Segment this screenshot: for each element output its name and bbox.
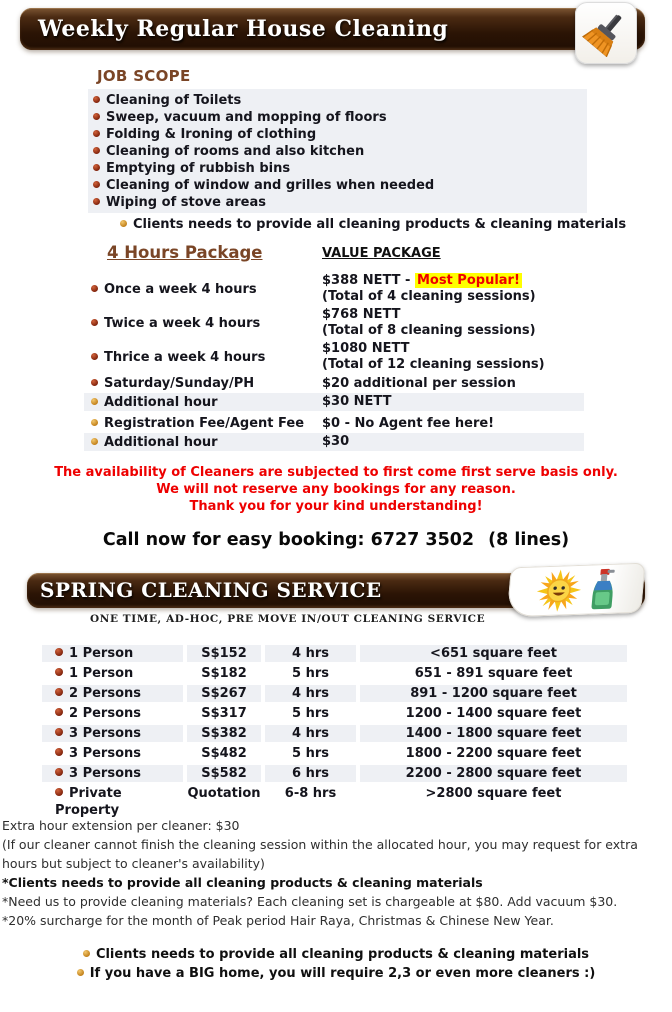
bullet-icon bbox=[55, 668, 63, 676]
spring-cell-persons bbox=[42, 725, 183, 742]
package-heading: 4 Hours Package bbox=[107, 243, 263, 262]
job-scope-item-text: Cleaning of rooms and also kitchen bbox=[106, 144, 365, 159]
spring-persons-text: 3 Persons bbox=[69, 766, 141, 781]
package-row bbox=[84, 340, 584, 374]
job-scope-item-text: Folding & Ironing of clothing bbox=[106, 127, 317, 142]
spring-subtitle: ONE TIME, AD-HOC, PRE MOVE IN/OUT CLEANING SERVICE bbox=[90, 613, 486, 625]
package-price-text bbox=[322, 376, 584, 392]
package-row-label bbox=[84, 282, 322, 297]
bullet-icon bbox=[55, 748, 63, 756]
footer-note-line: *Need us to provide cleaning materials? Each cleaning set is chargeable at $80. Add vacuum $30. bbox=[2, 894, 618, 909]
package-row bbox=[84, 374, 584, 393]
bullet-icon bbox=[91, 353, 98, 360]
weekly-header-title: Weekly Regular House Cleaning bbox=[38, 16, 449, 42]
job-scope-item-text: Cleaning of window and grilles when needed bbox=[106, 178, 435, 193]
spring-price-table bbox=[42, 645, 627, 818]
call-to-action bbox=[0, 530, 672, 550]
job-scope-item-text: Sweep, vacuum and mopping of floors bbox=[106, 110, 387, 125]
footer-notes bbox=[2, 816, 668, 930]
warning-line: The availability of Cleaners are subjected to first come first serve basis only. bbox=[54, 465, 618, 480]
spring-persons-text: 2 Persons bbox=[69, 686, 141, 701]
bottom-note-text: If you have a BIG home, you will require 2,3 or even more cleaners :) bbox=[89, 966, 596, 981]
package-table bbox=[84, 272, 584, 451]
call-phone-text: Call now for easy booking: 6727 3502 bbox=[102, 530, 475, 550]
package-row-label-text: Registration Fee/Agent Fee bbox=[104, 416, 305, 431]
package-row-label bbox=[84, 376, 322, 391]
spring-cell-price: S$482 bbox=[201, 746, 247, 761]
package-price-text bbox=[322, 341, 584, 357]
bullet-icon bbox=[93, 198, 100, 205]
most-popular-badge: Most Popular! bbox=[416, 273, 520, 288]
job-scope-item bbox=[88, 177, 587, 194]
package-row-label-text: Additional hour bbox=[104, 394, 218, 410]
job-scope-item-text: Emptying of rubbish bins bbox=[106, 161, 291, 176]
spring-table-row bbox=[42, 725, 627, 742]
spring-cell-area: 1200 - 1400 square feet bbox=[405, 706, 582, 721]
spring-cell-price: S$382 bbox=[187, 725, 261, 742]
spring-cell-price: Quotation bbox=[187, 786, 261, 801]
spring-cell-hours: 4 hrs bbox=[265, 645, 356, 662]
spring-persons-text: Private Property bbox=[55, 786, 122, 818]
bullet-icon bbox=[55, 648, 63, 656]
spring-cell-price: S$317 bbox=[201, 706, 247, 721]
spring-persons-text: 1 Person bbox=[69, 646, 134, 661]
broom-icon-graphic bbox=[582, 9, 630, 57]
job-scope-item bbox=[88, 92, 587, 109]
weekly-header-bar bbox=[20, 8, 645, 50]
spring-header-section bbox=[0, 573, 672, 608]
package-row-value bbox=[322, 394, 584, 410]
bullet-icon bbox=[55, 708, 63, 716]
spring-table-row bbox=[42, 665, 627, 682]
package-price-text bbox=[322, 416, 584, 432]
spring-cell-persons bbox=[42, 785, 183, 819]
bullet-icon bbox=[91, 285, 98, 292]
package-row-label bbox=[84, 416, 322, 431]
package-row-label-text: Twice a week 4 hours bbox=[104, 315, 261, 331]
job-scope-item bbox=[88, 126, 587, 143]
bullet-icon bbox=[93, 147, 100, 154]
broom-icon bbox=[575, 2, 637, 64]
bullet-icon bbox=[93, 96, 100, 103]
spring-table-row bbox=[42, 645, 627, 662]
package-price-text bbox=[322, 434, 584, 450]
weekly-header-section bbox=[0, 8, 672, 50]
job-scope-item bbox=[88, 143, 587, 160]
spring-cell-price: S$182 bbox=[201, 666, 247, 681]
bullet-icon bbox=[77, 969, 84, 976]
spring-cell-persons bbox=[42, 765, 183, 782]
package-row bbox=[84, 272, 584, 306]
package-detail-text: (Total of 8 cleaning sessions) bbox=[322, 323, 536, 338]
package-price: $0 - No Agent fee here! bbox=[322, 415, 495, 431]
bullet-icon bbox=[55, 788, 63, 796]
bullet-icon bbox=[91, 398, 98, 405]
job-scope-item-text: Wiping of stove areas bbox=[106, 195, 266, 210]
spring-table-row bbox=[42, 785, 627, 818]
package-row-label bbox=[84, 435, 322, 450]
package-row bbox=[84, 306, 584, 340]
package-detail-text: (Total of 12 cleaning sessions) bbox=[322, 357, 545, 372]
spring-header-icons bbox=[507, 563, 646, 618]
package-price: $20 additional per session bbox=[322, 375, 516, 391]
bullet-icon bbox=[83, 950, 90, 957]
package-row-label bbox=[84, 395, 322, 410]
spring-cell-persons bbox=[42, 645, 183, 662]
spring-cell-hours: 5 hrs bbox=[292, 666, 329, 681]
warning-line: Thank you for your kind understanding! bbox=[189, 499, 483, 514]
sun-icon bbox=[534, 568, 584, 614]
bullet-icon bbox=[55, 768, 63, 776]
spring-cell-hours: 6-8 hrs bbox=[284, 786, 337, 801]
spring-persons-text: 2 Persons bbox=[69, 706, 141, 721]
package-row bbox=[84, 433, 584, 451]
bullet-icon bbox=[93, 164, 100, 171]
spring-cell-hours: 5 hrs bbox=[292, 746, 329, 761]
spring-cell-hours: 5 hrs bbox=[292, 706, 329, 721]
package-row-label-text: Once a week 4 hours bbox=[104, 281, 257, 297]
spring-cell-area: 891 - 1200 square feet bbox=[360, 685, 627, 702]
bullet-icon bbox=[93, 130, 100, 137]
warning-line: We will not reserve any bookings for any reason. bbox=[156, 482, 516, 497]
package-row-value bbox=[322, 273, 584, 305]
spring-table-row bbox=[42, 705, 627, 722]
footer-note-line: *Clients needs to provide all cleaning products & cleaning materials bbox=[2, 875, 483, 890]
package-price: $768 NETT bbox=[322, 307, 401, 322]
spring-persons-text: 3 Persons bbox=[69, 726, 141, 741]
package-price-text bbox=[322, 273, 584, 289]
spring-cell-area: 651 - 891 square feet bbox=[414, 666, 573, 681]
package-price-text bbox=[322, 394, 584, 410]
package-price: $1080 NETT bbox=[322, 341, 410, 356]
bullet-icon bbox=[91, 438, 98, 445]
spring-table-row bbox=[42, 685, 627, 702]
package-row-label-text: Thrice a week 4 hours bbox=[104, 349, 266, 365]
spring-cell-hours: 4 hrs bbox=[265, 685, 356, 702]
package-row-value bbox=[322, 376, 584, 392]
spring-table-row bbox=[42, 745, 627, 762]
spring-cell-hours: 4 hrs bbox=[265, 725, 356, 742]
value-package-heading: VALUE PACKAGE bbox=[322, 246, 441, 261]
footer-note-line: Extra hour extension per cleaner: $30 bbox=[2, 818, 240, 833]
spray-bottle-icon bbox=[588, 568, 618, 611]
spring-cell-price: S$267 bbox=[187, 685, 261, 702]
footer-note-line: *20% surcharge for the month of Peak period Hair Raya, Christmas & Chinese New Year. bbox=[2, 913, 554, 928]
package-row-value bbox=[322, 416, 584, 432]
bullet-icon bbox=[91, 419, 98, 426]
spring-cell-area: 2200 - 2800 square feet bbox=[360, 765, 627, 782]
package-row-value bbox=[322, 307, 584, 339]
package-row-label bbox=[84, 350, 322, 365]
package-row bbox=[84, 414, 584, 433]
package-row bbox=[84, 393, 584, 411]
spring-cell-price: S$152 bbox=[187, 645, 261, 662]
availability-warning bbox=[0, 464, 672, 515]
spring-persons-text: 3 Persons bbox=[69, 746, 141, 761]
spring-header-title: SPRING CLEANING SERVICE bbox=[40, 578, 382, 602]
spring-cell-hours: 6 hrs bbox=[265, 765, 356, 782]
package-headings bbox=[84, 243, 672, 268]
package-price: $388 NETT - bbox=[322, 273, 415, 288]
package-row-label-text: Saturday/Sunday/PH bbox=[104, 376, 255, 391]
bottom-note-line bbox=[0, 945, 672, 964]
job-scope-note-text: Clients needs to provide all cleaning products & cleaning materials bbox=[133, 217, 627, 232]
job-scope-item bbox=[88, 109, 587, 126]
job-scope-item bbox=[88, 160, 587, 177]
footer-note-line: (If our cleaner cannot finish the cleaning session within the allocated hour, you may request for extra hours but subject to cleaner's availability) bbox=[2, 837, 638, 871]
spring-cell-area: <651 square feet bbox=[360, 645, 627, 662]
bullet-icon bbox=[91, 319, 98, 326]
job-scope-list bbox=[88, 89, 587, 213]
bullet-icon bbox=[93, 181, 100, 188]
spring-cell-persons bbox=[42, 745, 183, 762]
bullet-icon bbox=[120, 220, 127, 227]
spring-cell-persons bbox=[42, 705, 183, 722]
spring-header-bar bbox=[27, 573, 645, 608]
spring-cell-persons bbox=[42, 665, 183, 682]
bullet-icon bbox=[55, 688, 63, 696]
spring-cell-price: S$582 bbox=[187, 765, 261, 782]
spring-cell-persons bbox=[42, 685, 183, 702]
job-scope-item bbox=[88, 194, 587, 211]
package-row-label-text: Additional hour bbox=[104, 434, 218, 450]
package-price: $30 bbox=[322, 434, 350, 449]
bottom-note-line bbox=[0, 964, 672, 983]
job-scope-heading: JOB SCOPE bbox=[97, 67, 191, 85]
spring-persons-text: 1 Person bbox=[69, 666, 134, 681]
call-lines-text: (8 lines) bbox=[488, 530, 570, 550]
job-scope-note bbox=[120, 216, 672, 234]
spring-cell-area: 1400 - 1800 square feet bbox=[360, 725, 627, 742]
bullet-icon bbox=[91, 379, 98, 386]
package-detail-text: (Total of 4 cleaning sessions) bbox=[322, 289, 536, 304]
package-row-label bbox=[84, 316, 322, 331]
package-row-value bbox=[322, 434, 584, 450]
spring-table-row bbox=[42, 765, 627, 782]
package-price: $30 NETT bbox=[322, 394, 392, 409]
spring-cell-area: 1800 - 2200 square feet bbox=[405, 746, 582, 761]
bottom-note-text: Clients needs to provide all cleaning products & cleaning materials bbox=[95, 947, 590, 962]
job-scope-item-text: Cleaning of Toilets bbox=[106, 93, 242, 108]
bullet-icon bbox=[55, 728, 63, 736]
bullet-icon bbox=[93, 113, 100, 120]
package-price-text bbox=[322, 307, 584, 323]
bottom-notes bbox=[0, 945, 672, 983]
package-row-value bbox=[322, 341, 584, 373]
spring-cell-area: >2800 square feet bbox=[425, 786, 562, 801]
